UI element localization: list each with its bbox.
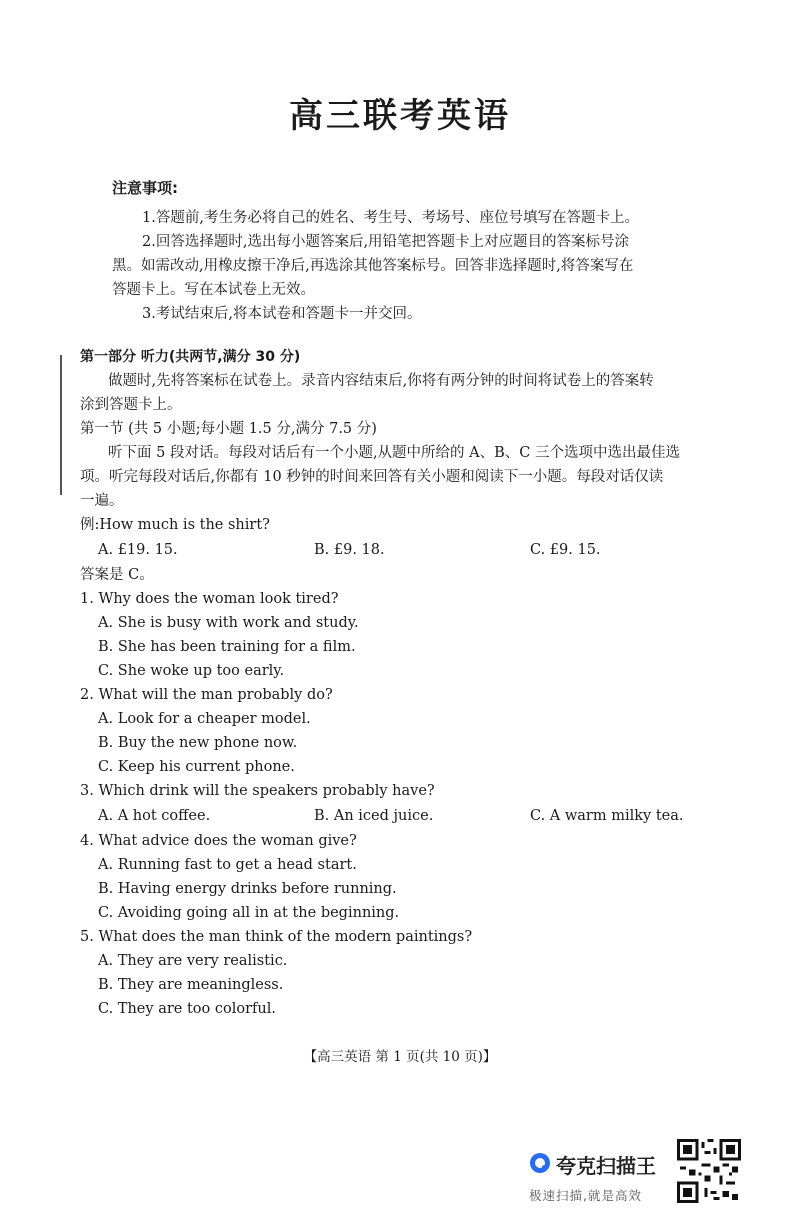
example-option-c: C. £9. 15.	[530, 542, 601, 558]
question-2	[80, 683, 725, 779]
option-c: C. Keep his current phone.	[98, 759, 295, 775]
part1-heading: 第一部分 听力(共两节,满分 30 分)	[80, 349, 301, 365]
option-a: A. They are very realistic.	[98, 953, 288, 969]
question-5	[80, 925, 725, 1021]
question-text: 1. Why does the woman look tired?	[80, 591, 339, 607]
scanner-name: 夸克扫描王	[556, 1154, 656, 1178]
notes-item-2-line-2: 黑。如需改动,用橡皮擦干净后,再选涂其他答案标号。回答非选择题时,将答案写在	[112, 258, 634, 274]
option-a: A. A hot coffee.	[98, 808, 211, 824]
example-option-a: A. £19. 15.	[98, 542, 178, 558]
question-text: 2. What will the man probably do?	[80, 687, 333, 703]
notes-item-1: 1.答题前,考生务必将自己的姓名、考生号、考场号、座位号填写在答题卡上。	[142, 210, 639, 226]
qr-code-icon	[677, 1139, 741, 1203]
option-b: B. She has been training for a film.	[98, 639, 356, 655]
example-option-b: B. £9. 18.	[314, 542, 385, 558]
option-a: A. She is busy with work and study.	[98, 615, 359, 631]
part1-intro-line-1: 做题时,先将答案标在试卷上。录音内容结束后,你将有两分钟的时间将试卷上的答案转	[108, 373, 654, 389]
listening-section	[80, 345, 725, 1021]
option-b: B. Buy the new phone now.	[98, 735, 298, 751]
option-c: C. Avoiding going all in at the beginning.	[98, 905, 400, 921]
question-3-options	[80, 803, 725, 829]
notes-item-2-line-1: 2.回答选择题时,选出每小题答案后,用铅笔把答题卡上对应题目的答案标号涂	[142, 234, 630, 250]
question-4	[80, 829, 725, 925]
option-b: B. Having energy drinks before running.	[98, 881, 397, 897]
quark-logo-icon	[529, 1152, 551, 1174]
option-c: C. They are too colorful.	[98, 1001, 276, 1017]
section1-line-3: 一遍。	[80, 493, 124, 509]
scanner-tagline: 极速扫描,就是高效	[529, 1188, 642, 1203]
option-c: C. A warm milky tea.	[530, 808, 684, 824]
notes-item-2-line-3: 答题卡上。写在本试卷上无效。	[112, 282, 315, 298]
section1-heading: 第一节 (共 5 小题;每小题 1.5 分,满分 7.5 分)	[80, 421, 377, 437]
option-a: A. Running fast to get a head start.	[98, 857, 357, 873]
option-b: B. They are meaningless.	[98, 977, 284, 993]
example-question: 例:How much is the shirt?	[80, 517, 270, 533]
option-c: C. She woke up too early.	[98, 663, 285, 679]
margin-line	[60, 355, 62, 495]
question-text: 3. Which drink will the speakers probably have?	[80, 783, 435, 799]
page-title: 高三联考英语	[289, 96, 511, 136]
example-options	[80, 537, 725, 563]
example-answer: 答案是 C。	[80, 567, 154, 583]
question-3	[80, 779, 725, 829]
question-text: 5. What does the man think of the modern paintings?	[80, 929, 473, 945]
question-1	[80, 587, 725, 683]
option-a: A. Look for a cheaper model.	[98, 711, 311, 727]
option-b: B. An iced juice.	[314, 808, 434, 824]
section1-line-1: 听下面 5 段对话。每段对话后有一个小题,从题中所给的 A、B、C 三个选项中选出最佳选	[108, 445, 680, 461]
page-footer: 【高三英语 第 1 页(共 10 页)】	[303, 1049, 497, 1065]
part1-intro-line-2: 涂到答题卡上。	[80, 397, 182, 413]
notes-item-3: 3.考试结束后,将本试卷和答题卡一并交回。	[142, 306, 422, 322]
section1-line-2: 项。听完每段对话后,你都有 10 秒钟的时间来回答有关小题和阅读下一小题。每段对话仅读	[80, 469, 664, 485]
question-text: 4. What advice does the woman give?	[80, 833, 357, 849]
notes-section	[112, 177, 712, 326]
notes-heading: 注意事项:	[112, 179, 178, 197]
